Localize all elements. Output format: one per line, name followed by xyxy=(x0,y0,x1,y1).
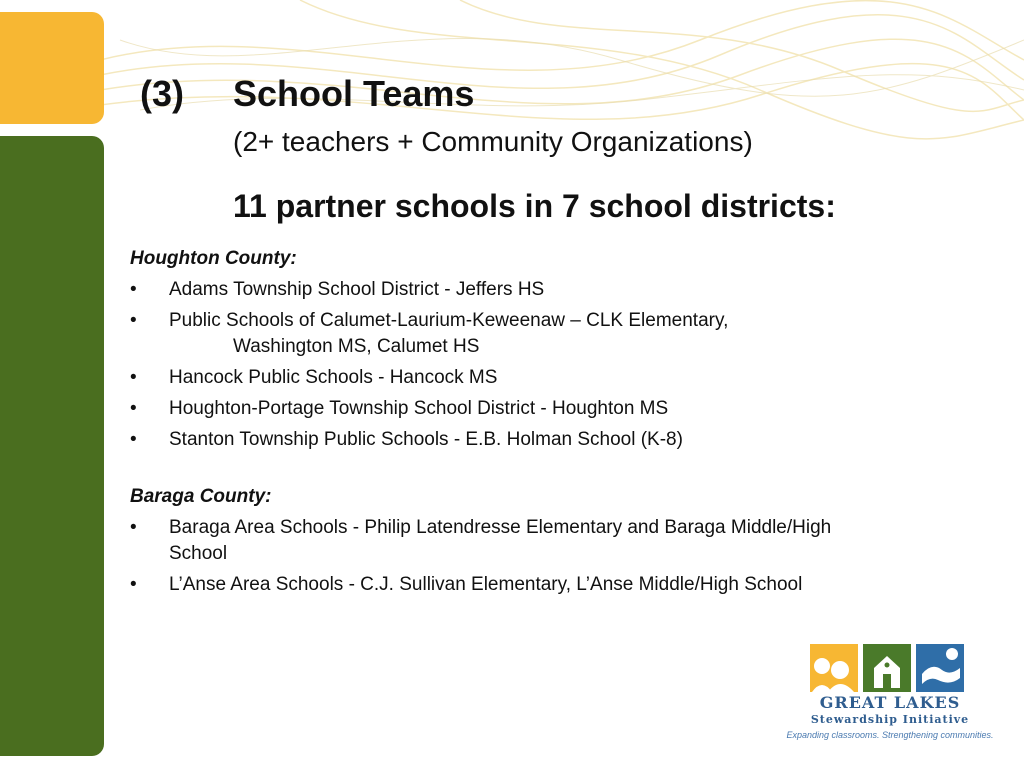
list-item xyxy=(130,308,990,360)
orange-accent-tab xyxy=(0,12,104,124)
bullet: • xyxy=(130,310,137,331)
list-item-text: Hancock Public Schools - Hancock MS xyxy=(169,367,498,388)
list-item-text: Stanton Township Public Schools - E.B. Holman School (K-8) xyxy=(169,429,683,450)
page-title: School Teams xyxy=(233,73,475,114)
list-item xyxy=(130,515,990,567)
bullet: • xyxy=(130,574,137,595)
title-number: (3) xyxy=(140,73,184,114)
great-lakes-logo xyxy=(776,644,1004,744)
list-item xyxy=(130,396,990,422)
bullet: • xyxy=(130,517,137,538)
bullet: • xyxy=(130,398,137,419)
list-item-text: Houghton-Portage Township School District - Houghton MS xyxy=(169,398,669,419)
bullet: • xyxy=(130,279,137,300)
list-item-text: Adams Township School District - Jeffers HS xyxy=(169,279,545,300)
list-item xyxy=(130,572,990,598)
logo-tagline: Expanding classrooms. Strengthening communities. xyxy=(786,730,994,740)
logo-name: GREAT LAKES xyxy=(819,693,961,712)
school-list xyxy=(130,246,990,603)
list-item xyxy=(130,427,990,453)
list-item xyxy=(130,365,990,391)
page-subtitle: (2+ teachers + Community Organizations) xyxy=(233,126,753,157)
bullet: • xyxy=(130,429,137,450)
list-item xyxy=(130,277,990,303)
list-item-text: Baraga Area Schools - Philip Latendresse Elementary and Baraga Middle/High School xyxy=(169,517,832,564)
county-heading-baraga: Baraga County: xyxy=(130,486,272,507)
list-item-text: Public Schools of Calumet-Laurium-Keweenaw – CLK Elementary, xyxy=(169,310,729,331)
county-heading-houghton: Houghton County: xyxy=(130,248,297,269)
logo-icons xyxy=(810,644,964,692)
list-item-text: L’Anse Area Schools - C.J. Sullivan Elementary, L’Anse Middle/High School xyxy=(169,574,803,595)
list-item-continuation: Washington MS, Calumet HS xyxy=(233,336,480,357)
logo-subname: Stewardship Initiative xyxy=(810,713,970,726)
green-sidebar-bar xyxy=(0,136,104,756)
bullet: • xyxy=(130,367,137,388)
section-headline: 11 partner schools in 7 school districts: xyxy=(233,188,836,224)
section-spacer xyxy=(130,458,990,484)
